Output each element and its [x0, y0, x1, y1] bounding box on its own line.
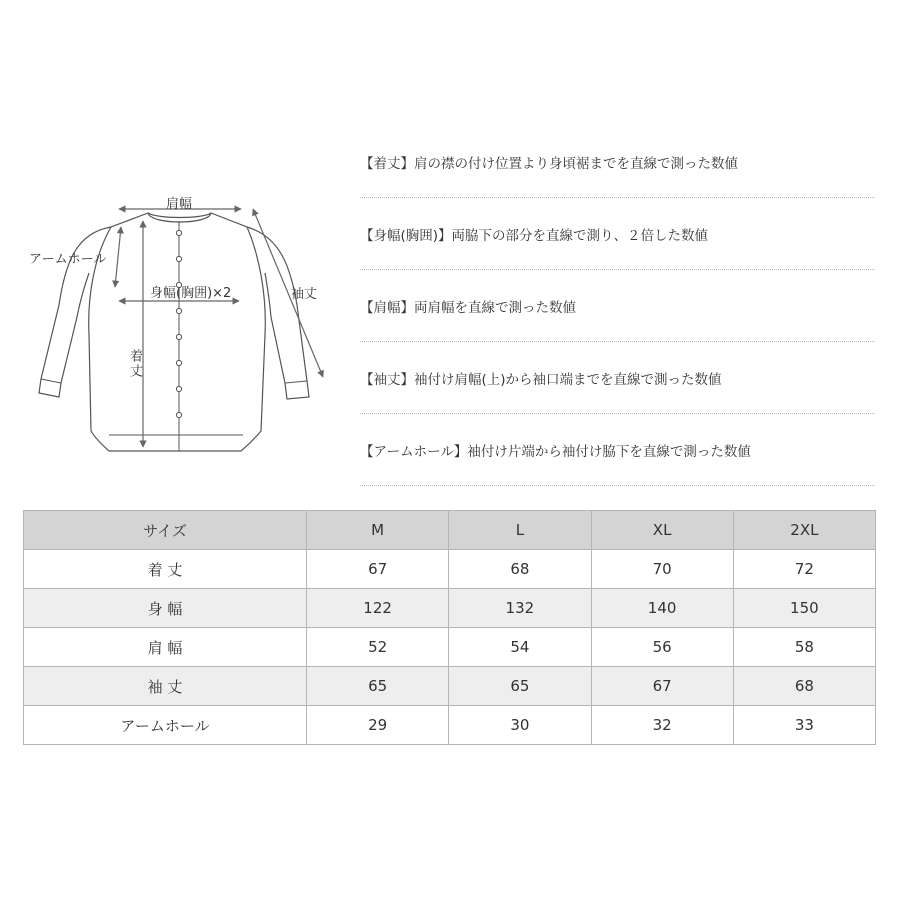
- definition-shoulder: [360, 270, 875, 342]
- definition-text: 【袖丈】袖付け肩幅(上)から袖口端までを直線で測った数値: [360, 371, 722, 388]
- table-row: [24, 628, 876, 667]
- row-label: 肩 幅: [24, 628, 307, 667]
- measurement-definitions: [360, 126, 875, 486]
- table-cell: 68: [733, 667, 875, 706]
- sleeve-label: 袖丈: [291, 287, 318, 302]
- table-cell: 32: [591, 706, 733, 745]
- header-cell-m: M: [307, 511, 449, 550]
- table-cell: 67: [591, 667, 733, 706]
- definition-armhole: [360, 414, 875, 486]
- table-row: [24, 706, 876, 745]
- table-cell: 58: [733, 628, 875, 667]
- table-row: [24, 667, 876, 706]
- definition-length: [360, 126, 875, 198]
- table-cell: 65: [449, 667, 591, 706]
- table-cell: 65: [307, 667, 449, 706]
- left-cuff-line: [41, 379, 61, 383]
- definition-text: 【アームホール】袖付け片端から袖付け脇下を直線で測った数値: [360, 443, 751, 460]
- row-label: 着 丈: [24, 550, 307, 589]
- table-cell: 122: [307, 589, 449, 628]
- table-cell: 150: [733, 589, 875, 628]
- definition-chest: [360, 198, 875, 270]
- chest-label: 身幅(胸囲)×2: [150, 286, 232, 301]
- definition-text: 【肩幅】両肩幅を直線で測った数値: [360, 299, 576, 316]
- armhole-arrow: [115, 227, 121, 287]
- table-header-row: [24, 511, 876, 550]
- table-cell: 56: [591, 628, 733, 667]
- definition-text: 【着丈】肩の襟の付け位置より身頃裾までを直線で測った数値: [360, 155, 738, 172]
- right-cuff-line: [285, 381, 307, 383]
- table-cell: 72: [733, 550, 875, 589]
- table-cell: 33: [733, 706, 875, 745]
- table-cell: 30: [449, 706, 591, 745]
- table-cell: 140: [591, 589, 733, 628]
- row-label: アームホール: [24, 706, 307, 745]
- shoulder-label: 肩幅: [166, 197, 193, 212]
- table-cell: 132: [449, 589, 591, 628]
- table-cell: 67: [307, 550, 449, 589]
- header-cell-size: サイズ: [24, 511, 307, 550]
- definition-text: 【身幅(胸囲)】両脇下の部分を直線で測り、２倍した数値: [360, 227, 709, 244]
- row-label: 袖 丈: [24, 667, 307, 706]
- header-cell-xl: XL: [591, 511, 733, 550]
- header-cell-2xl: 2XL: [733, 511, 875, 550]
- definition-sleeve: [360, 342, 875, 414]
- size-table: [23, 510, 876, 745]
- table-cell: 68: [449, 550, 591, 589]
- armhole-label: アームホール: [29, 252, 107, 267]
- jacket-outline: [25, 185, 335, 465]
- table-row: [24, 550, 876, 589]
- table-cell: 54: [449, 628, 591, 667]
- row-label: 身 幅: [24, 589, 307, 628]
- length-label: 着丈: [127, 349, 142, 379]
- header-cell-l: L: [449, 511, 591, 550]
- table-row: [24, 589, 876, 628]
- table-cell: 52: [307, 628, 449, 667]
- garment-diagram: [25, 185, 335, 465]
- table-cell: 70: [591, 550, 733, 589]
- table-cell: 29: [307, 706, 449, 745]
